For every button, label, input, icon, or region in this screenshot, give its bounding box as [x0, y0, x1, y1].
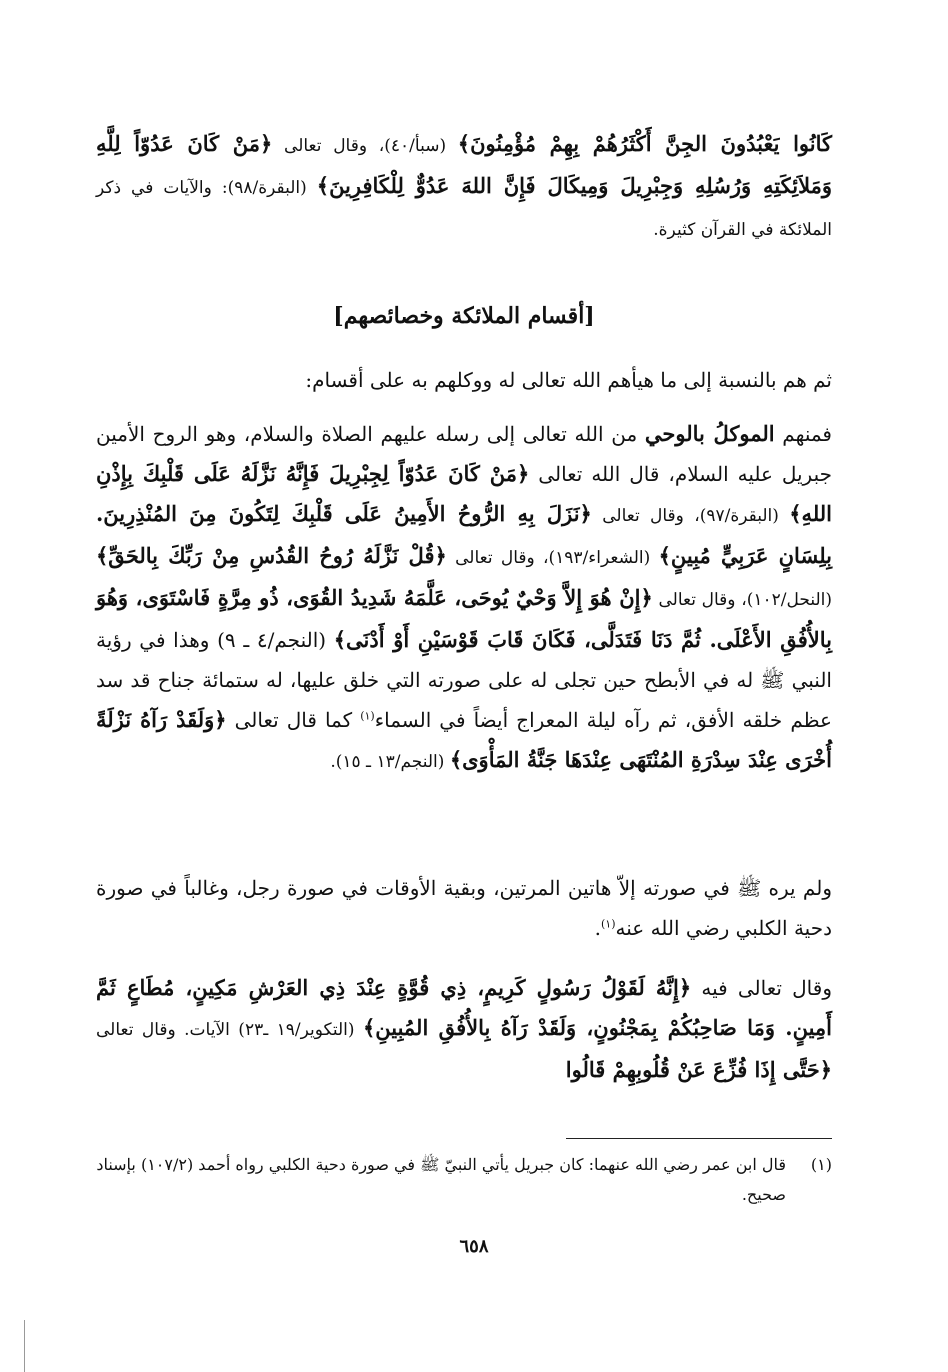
paragraph-text: (النحل/١٠٢)، وقال تعالى: [652, 590, 832, 610]
paragraph-text: من الله تعالى إلى رسله عليهم الصلاة والسلام، وهو الروح الأمين جبريل عليه السلام، قال الله تعالى: [96, 422, 832, 486]
paragraph-text: كما قال تعالى: [226, 708, 361, 732]
quran-verse: ﴿نَزَلَ بِهِ الرُّوحُ الأَمِينُ عَلَى قَلْبِكَ لِتَكُونَ مِنَ المُنْذِرِينَ. بِلِسَانٍ عَرَبِيٍّ مُبِينٍ﴾: [96, 501, 832, 568]
paragraph-text: (النجم/١٣ ـ ١٥).: [330, 752, 450, 772]
footnotes: [96, 1150, 832, 1210]
quran-verse: ﴿قُلْ نَزَّلَهُ رُوحُ القُدُسِ مِنْ رَبِّكَ بِالحَقِّ﴾: [96, 543, 447, 568]
quran-verse: ﴿حَتَّى إِذَا فُزِّعَ عَنْ قُلُوبِهِمْ قَالُوا: [565, 1057, 832, 1082]
footnote-item: [96, 1150, 832, 1210]
quran-verse: ﴿إِنَّهُ لَقَوْلُ رَسُولٍ كَرِيمٍ، ذِي قُوَّةٍ عِنْدَ ذِي العَرْشِ مَكِينٍ، مُطَاعٍ ثَمَّ أَمِينٍ. وَمَا صَاحِبُكُمْ بِمَجْنُونٍ، وَلَقَدْ رَآهُ بِالأُفُقِ المُبِينِ﴾: [96, 975, 832, 1040]
paragraph-text: (البقرة/٩٧)، وقال تعالى: [591, 506, 790, 526]
section-heading: [أقسام الملائكة وخصائصهم]: [333, 303, 595, 329]
quran-verse: كَانُوا يَعْبُدُونَ الجِنَّ أَكْثَرُهُمْ بِهِمْ مُؤْمِنُونَ﴾: [457, 131, 832, 156]
quran-verse: ﴿مَنْ كَانَ عَدُوّاً لِلَّهِ وَمَلاَئِكَتِهِ وَرُسُلِهِ وَجِبْرِيلَ وَمِيكَالَ فَإِنَّ اللهَ عَدُوٌّ لِلْكَافِرِينَ﴾: [96, 131, 832, 198]
quran-verse: ﴿إِنْ هُوَ إِلاَّ وَحْيٌ يُوحَى، عَلَّمَهُ شَدِيدُ القُوَى، ذُو مِرَّةٍ فَاسْتَوَى، وَهُوَ بِالأُفُقِ الأَعْلَى. ثُمَّ دَنَا فَتَدَلَّى، فَكَانَ قَابَ قَوْسَيْنِ أَوْ أَدْنَى﴾: [96, 585, 832, 652]
footnote-text: قال ابن عمر رضي الله عنهما: كان جبريل يأتي النبيّ ﷺ في صورة دحية الكلبي رواه أحمد (١٠٧/٢) بإسناد صحيح.: [96, 1155, 786, 1204]
paragraph-2: [96, 360, 832, 400]
footnote-number: (١): [810, 1155, 832, 1174]
footnote-marker[interactable]: (١): [601, 917, 616, 931]
footnote-separator: [566, 1138, 832, 1139]
page-number: ٦٥٨: [459, 1236, 489, 1257]
paragraph-text: .: [594, 916, 601, 940]
paragraph-4: [96, 868, 832, 948]
paragraph-text: (النجم/٤ ـ ٩) وهذا في رؤية النبي ﷺ له في الأبطح حين تجلى له على صورته التي خلق عليها، له ستمائة جناح قد سد عظم خلقه الأفق، ثم رآه ليلة المعراج أيضاً في السماء: [96, 628, 832, 732]
paragraph-text: (سبأ/٤٠)، وقال تعالى: [272, 136, 458, 156]
paragraph-text: ولم يره ﷺ في صورته إلاّ هاتين المرتين، وبقية الأوقات في صورة رجل، وغالباً في صورة دحية الكلبي رضي الله عنه: [96, 876, 832, 940]
paragraph-text: (التكوير/١٩ ـ٢٣) الآيات. وقال تعالى: [96, 1020, 363, 1040]
quran-verse: ﴿وَلَقَدْ رَآهُ نَزْلَةً أُخْرَى عِنْدَ سِدْرَةِ المُنْتَهَى عِنْدَهَا جَنَّةُ المَأْوَى﴾: [96, 707, 832, 772]
paragraph-3: [96, 414, 832, 782]
paragraph-text: (البقرة/٩٨): والآيات في ذكر الملائكة في القرآن كثيرة.: [96, 178, 832, 240]
paragraph-5: [96, 968, 832, 1090]
paragraph-text: وقال تعالى فيه: [691, 976, 832, 1000]
paragraph-text: فمنهم: [774, 422, 832, 446]
footnote-marker[interactable]: (١): [360, 709, 375, 723]
paragraph-text: ثم هم بالنسبة إلى ما هيأهم الله تعالى له ووكلهم به على أقسام:: [305, 368, 832, 392]
bold-term: الموكلُ بالوحي: [644, 421, 775, 446]
paragraph-1: [96, 124, 832, 250]
scan-edge-line: [24, 1320, 25, 1372]
paragraph-text: (الشعراء/١٩٣)، وقال تعالى: [446, 548, 659, 568]
quran-verse: ﴿مَنْ كَانَ عَدُوّاً لِجِبْرِيلَ فَإِنَّهُ نَزَّلَهُ عَلَى قَلْبِكَ بِإِذْنِ اللهِ﴾: [96, 461, 832, 526]
